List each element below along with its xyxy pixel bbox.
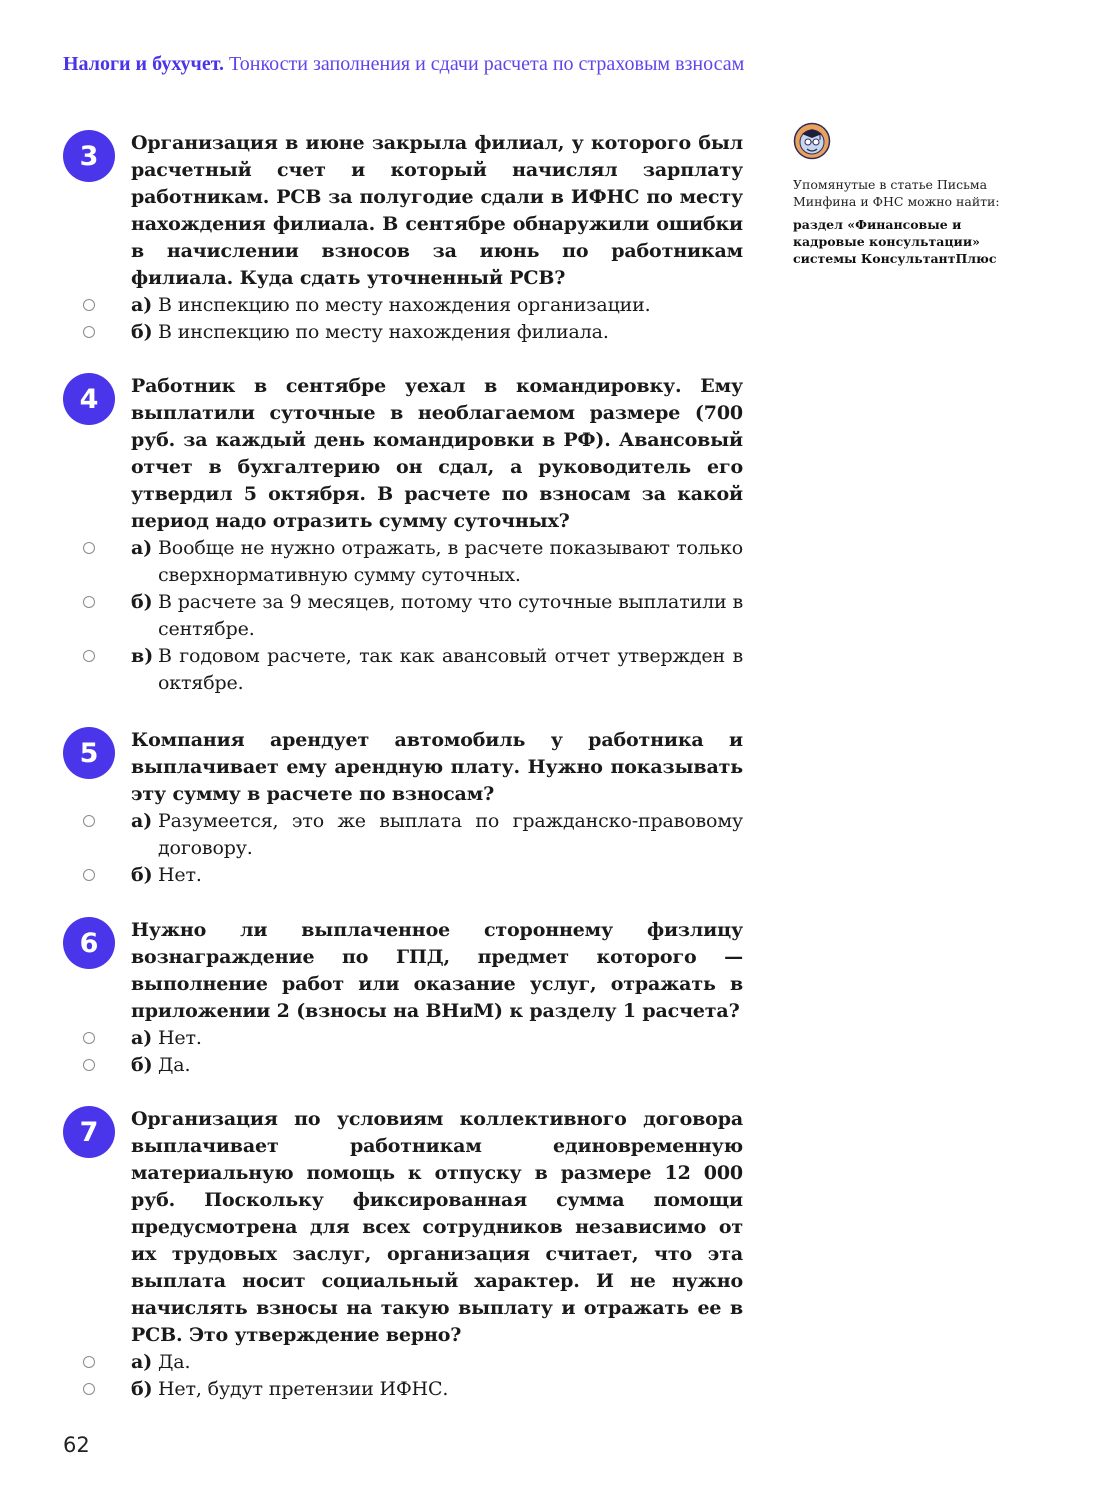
answer-text: В инспекцию по месту нахождения организации.	[158, 294, 651, 316]
question-5	[63, 727, 753, 889]
answer-key: в)	[131, 645, 154, 667]
question-number-badge: 7	[63, 1106, 115, 1158]
header-section: Налоги и бухучет.	[63, 53, 225, 75]
question-text: Организация по условиям коллективного договора выплачивает работникам единовременную материальную помощь к отпуску в размере 12 000 руб. Поскольку фиксированная сумма помощи предусмотрена для всех сотрудников независимо от их трудовых заслуг, организация считает, что эта выплата носит социальный характер. И не нужно начислять взносы на такую выплату и отражать ее в РСВ. Это утверждение верно?	[131, 1108, 743, 1346]
radio-button[interactable]	[83, 869, 95, 881]
sidebar-lead-text: Упомянутые в статье Письма Минфина и ФНС можно найти:	[793, 177, 1000, 209]
radio-button[interactable]	[83, 596, 95, 608]
radio-button[interactable]	[83, 326, 95, 338]
radio-button[interactable]	[83, 1383, 95, 1395]
sidebar-source-text: раздел «Финансовые и кадровые консультации» системы КонсультантПлюс	[793, 217, 997, 266]
radio-button[interactable]	[83, 650, 95, 662]
answer-option[interactable]	[63, 643, 753, 697]
radio-button[interactable]	[83, 1356, 95, 1368]
radio-button[interactable]	[83, 299, 95, 311]
radio-button[interactable]	[83, 1032, 95, 1044]
answer-option[interactable]	[63, 1052, 753, 1079]
question-6	[63, 917, 753, 1079]
answer-key: а)	[131, 810, 153, 832]
page-number: 62	[63, 1433, 90, 1457]
answer-option[interactable]	[63, 589, 753, 643]
question-4	[63, 373, 753, 697]
question-number-badge: 5	[63, 727, 115, 779]
radio-button[interactable]	[83, 1059, 95, 1071]
answer-key: а)	[131, 294, 153, 316]
answer-option[interactable]	[63, 1349, 753, 1376]
answer-text: Нет, будут претензии ИФНС.	[158, 1378, 449, 1400]
answer-text: Да.	[158, 1351, 191, 1373]
answer-option[interactable]	[63, 1025, 753, 1052]
answer-key: б)	[131, 1378, 153, 1400]
answer-key: а)	[131, 1351, 153, 1373]
answer-option[interactable]	[63, 808, 753, 862]
answer-text: Да.	[158, 1054, 191, 1076]
answer-key: б)	[131, 591, 153, 613]
answer-text: Вообще не нужно отражать, в расчете показывают только сверхнормативную сумму суточных.	[158, 537, 743, 586]
question-number-badge: 6	[63, 917, 115, 969]
question-7	[63, 1106, 753, 1403]
header-topic: Тонкости заполнения и сдачи расчета по страховым взносам	[229, 53, 745, 75]
question-text: Организация в июне закрыла филиал, у которого был расчетный счет и который начислял зарплату работникам. РСВ за полугодие сдали в ИФНС по месту нахождения филиала. В сентябре обнаружили ошибки в начислении взносов за июнь по работникам филиала. Куда сдать уточненный РСВ?	[131, 132, 743, 289]
answer-option[interactable]	[63, 319, 753, 346]
answer-key: а)	[131, 537, 153, 559]
answer-key: б)	[131, 321, 153, 343]
question-number-badge: 3	[63, 130, 115, 182]
answer-text: В инспекцию по месту нахождения филиала.	[158, 321, 609, 343]
answer-key: а)	[131, 1027, 153, 1049]
running-header	[63, 53, 744, 76]
question-3	[63, 130, 753, 346]
question-text: Работник в сентябре уехал в командировку. Ему выплатили суточные в необлагаемом размере (700 руб. за каждый день командировки в РФ). Авансовый отчет в бухгалтерию он сдал, а руководитель его утвердил 5 октября. В расчете по взносам за какой период надо отразить сумму суточных?	[131, 375, 743, 532]
radio-button[interactable]	[83, 542, 95, 554]
answer-text: В расчете за 9 месяцев, потому что суточные выплатили в сентябре.	[158, 591, 743, 640]
sidebar-note	[793, 122, 1018, 267]
answer-key: б)	[131, 1054, 153, 1076]
answer-text: Нет.	[158, 1027, 202, 1049]
radio-button[interactable]	[83, 815, 95, 827]
answer-option[interactable]	[63, 1376, 753, 1403]
answer-option[interactable]	[63, 862, 753, 889]
professor-mascot-icon	[793, 122, 831, 160]
answer-text: Разумеется, это же выплата по гражданско-правовому договору.	[158, 810, 743, 859]
answer-key: б)	[131, 864, 153, 886]
answer-text: Нет.	[158, 864, 202, 886]
answer-option[interactable]	[63, 535, 753, 589]
answer-text: В годовом расчете, так как авансовый отчет утвержден в октябре.	[158, 645, 743, 694]
question-number-badge: 4	[63, 373, 115, 425]
question-text: Нужно ли выплаченное стороннему физлицу вознаграждение по ГПД, предмет которого — выполнение работ или оказание услуг, отражать в приложении 2 (взносы на ВНиМ) к разделу 1 расчета?	[131, 919, 743, 1022]
question-text: Компания арендует автомобиль у работника и выплачивает ему арендную плату. Нужно показывать эту сумму в расчете по взносам?	[131, 729, 743, 805]
answer-option[interactable]	[63, 292, 753, 319]
